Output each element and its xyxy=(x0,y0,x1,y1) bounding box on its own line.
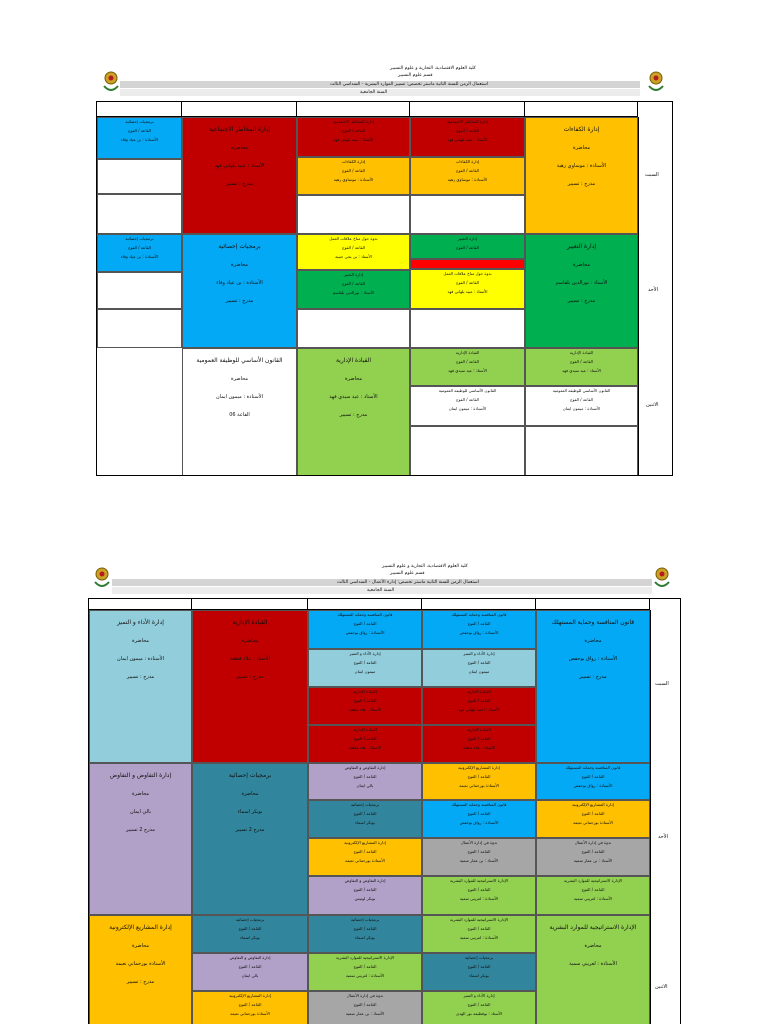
col-head xyxy=(536,599,650,610)
session-cell[interactable]: برمجيات إحصائية القاعة / الفوج الأستاذة : بن عياد وفاء xyxy=(97,234,182,272)
day-column xyxy=(650,610,681,1024)
session-cell[interactable]: ندوة في إدارة الأعمال القاعة / الفوج الأستاذ : بن عمار سمية xyxy=(536,838,650,876)
schedule-title: استعمال الزمن للسنة الثانية ماستر تخصص: تسيير الموارد البشرية - السداسي الثالث xyxy=(330,82,489,87)
col-head xyxy=(97,102,182,117)
session-cell[interactable]: برمجيات إحصائية القاعة / الفوج بوبكر اسماء xyxy=(308,800,422,838)
session-cell[interactable]: قانون المنافسة وحماية المستهلك القاعة / الفوج الأستاذة : رواق بوحفص xyxy=(536,763,650,800)
col-head xyxy=(89,599,192,610)
department-name: قسم علوم التسيير xyxy=(398,73,433,78)
session-cell[interactable]: إدارة الكفاءات القاعة / الفوج الأستاذة : موساوي زهية xyxy=(410,157,525,195)
session-cell[interactable]: قانون المنافسة وحماية المستهلك القاعة / الفوج الأستاذة : رواق بوحفص xyxy=(422,610,536,649)
faculty-name: كلية العلوم الاقتصادية، التجارية و علوم التسيير xyxy=(390,66,476,71)
university-emblem-right-icon xyxy=(646,68,666,94)
empty-cell xyxy=(525,426,638,476)
academic-year: السنة الجامعية xyxy=(360,90,388,95)
session-cell[interactable]: إدارة الكفاءات القاعة / الفوج الأستاذة : موساوي زهية xyxy=(297,157,410,195)
session-cell[interactable]: برمجيات إحصائية محاضرة بوبكر اسماء مدرج 2 تسيير xyxy=(192,763,308,915)
university-emblem-left-icon xyxy=(101,68,121,94)
session-cell[interactable]: إدارة التغيير محاضرة الأستاذ : نورالدين بلقاسم مدرج : تسيير xyxy=(525,234,638,348)
session-cell[interactable]: الإدارة الاستراتيجية للموارد البشرية القاعة / الفوج الأستاذة : لعريبي سمية xyxy=(308,953,422,991)
session-cell[interactable]: إدارة المشاريع الإلكترونية القاعة / الفوج الأستاذة بورحماني نعيمة xyxy=(308,838,422,876)
session-cell[interactable]: برمجيات إحصائية القاعة / الفوج بوبكر اسماء xyxy=(192,915,308,953)
session-cell[interactable]: إدارة الكفاءات محاضرة الأستاذة : موساوي زهية مدرج : تسيير xyxy=(525,117,638,234)
year-bar xyxy=(112,587,652,594)
department-name: قسم علوم التسيير xyxy=(390,571,425,576)
day-monday: الاثنين xyxy=(655,984,668,990)
empty-cell xyxy=(97,309,182,348)
session-cell[interactable]: القانون الأساسي للوظيفة العمومية القاعة / الفوج الأستاذة : ميمون ايمان xyxy=(410,386,525,426)
col-head xyxy=(525,102,638,117)
year-bar xyxy=(120,89,640,96)
empty-cell xyxy=(97,272,182,309)
session-cell[interactable]: إدارة التفاوض و التفاوض محاضرة بالي ايمان مدرج 2 تسيير xyxy=(89,763,192,915)
session-cell[interactable]: إدارة المشاريع الإلكترونية القاعة / الفوج الأستاذة بورحماني نعيمة xyxy=(536,800,650,838)
session-cell[interactable]: إدارة التغيير القاعة / الفوج xyxy=(410,234,525,259)
empty-cell xyxy=(97,194,182,234)
university-emblem-left-icon xyxy=(92,564,112,590)
academic-year: السنة الجامعية xyxy=(367,588,395,593)
title-bar xyxy=(112,579,652,586)
session-cell[interactable]: الإدارة الاستراتيجية للموارد البشرية القاعة / الفوج الأستاذة : لعريبي سمية xyxy=(422,915,536,953)
session-cell[interactable]: إدارة الأداء و التميز القاعة / الفوج ميمون ايمان xyxy=(422,649,536,687)
title-bar xyxy=(120,81,640,88)
session-cell[interactable]: إدارة المشاريع الإلكترونية محاضرة الأستاذة بورحماني نعيمة مدرج : تسيير xyxy=(89,915,192,1024)
session-cell[interactable]: قانون المنافسة وحماية المستهلك القاعة / الفوج الأستاذة : رواق بوحفص xyxy=(422,800,536,838)
col-head xyxy=(192,599,308,610)
day-sunday: الأحد xyxy=(658,834,668,840)
empty-cell xyxy=(410,426,525,476)
session-cell[interactable]: القيادة الإدارية محاضرة الأستاذ : عيد سيدي فهد مدرج : تسيير xyxy=(297,348,410,476)
session-cell[interactable]: إدارة التفاوض و التفاوض القاعة / الفوج بالي ايمان xyxy=(308,763,422,800)
session-cell[interactable]: القانون الأساسي للوظيفة العمومية القاعة / الفوج الأستاذة : ميمون ايمان xyxy=(525,386,638,426)
empty-cell xyxy=(410,195,525,234)
session-cell[interactable]: إدارة الأداء و التميز محاضرة الأستاذة : ميمون ايمان مدرج : تسيير xyxy=(89,610,192,763)
page2-timetable xyxy=(88,598,681,1024)
session-cell[interactable]: الإدارة الاستراتيجية للموارد البشرية القاعة / الفوج الأستاذة : لعريبي سمية xyxy=(422,876,536,915)
session-cell[interactable]: القيادة الإدارية القاعة / الفوج الأستاذ : علاء قطعة xyxy=(308,687,422,725)
empty-cell xyxy=(297,195,410,234)
session-cell[interactable]: القيادة الإدارية القاعة / الفوج الأستاذ : احمد بلهاني فهد xyxy=(422,687,536,725)
session-cell[interactable]: القيادة الإدارية القاعة / الفوج الأستاذ : عيد سيدي فهد xyxy=(525,348,638,386)
session-cell[interactable]: قانون المنافسة وحماية المستهلك القاعة / الفوج الأستاذة : رواق بوحفص xyxy=(308,610,422,649)
session-cell[interactable]: برمجيات إحصائية القاعة / الفوج بوبكر اسماء xyxy=(422,953,536,991)
session-cell[interactable]: القيادة الإدارية القاعة / الفوج الأستاذ : علاء قطعة xyxy=(308,725,422,763)
day-sunday: الأحد xyxy=(648,287,658,293)
marker-cell xyxy=(410,259,525,269)
session-cell[interactable]: الإدارة الاستراتيجية للموارد البشرية محاضرة الأستاذة : لعريبي سمية xyxy=(536,915,650,1024)
session-cell[interactable]: برمجيات إحصائية القاعة / الفوج بوبكر اسماء xyxy=(308,915,422,953)
page2-header xyxy=(0,560,768,602)
session-cell[interactable]: ندوة حول مناخ علاقات العمل القاعة / الفوج الأستاذ : بن يحي حبيبة xyxy=(297,234,410,270)
day-column xyxy=(638,117,673,476)
session-cell[interactable]: إدارة التفاوض و التفاوض القاعة / الفوج بالي ايمان xyxy=(192,953,308,991)
session-cell[interactable]: إدارة المشاريع الإلكترونية القاعة / الفوج الأستاذة بورحماني نعيمة xyxy=(422,763,536,800)
col-head xyxy=(297,102,410,117)
day-saturday: السبت xyxy=(645,172,659,178)
empty-cell xyxy=(97,159,182,194)
session-cell[interactable]: إدارة الأداء و التميز القاعة / الفوج الأستاذ : بوفطيمة نور الهدى xyxy=(422,991,536,1024)
session-cell[interactable]: القيادة الإدارية القاعة / الفوج الأستاذ : علاء قطعة xyxy=(422,725,536,763)
page1-timetable xyxy=(96,101,673,476)
university-emblem-right-icon xyxy=(652,564,672,590)
session-cell[interactable]: الإدارة الاستراتيجية للموارد البشرية القاعة / الفوج الأستاذة : لعريبي سمية xyxy=(536,876,650,915)
day-monday: الاثنين xyxy=(646,402,659,408)
session-cell[interactable]: برمجيات إحصائية محاضرة الأستاذة : بن عياد وفاء مدرج : تسيير xyxy=(182,234,297,348)
session-cell[interactable]: إدارة الأداء و التميز القاعة / الفوج ميمون ايمان xyxy=(308,649,422,687)
session-cell[interactable]: إدارة المخاطر الاجتماعية القاعة / الفوج الأستاذ : عبيد بلهاني فهد xyxy=(297,117,410,157)
session-cell[interactable]: إدارة المخاطر الاجتماعية القاعة / الفوج الأستاذ : عبيد بلهاني فهد xyxy=(410,117,525,157)
session-cell[interactable]: قانون المنافسة وحماية المستهلك محاضرة الأستاذة : رواق بوحفص مدرج : تسيير xyxy=(536,610,650,763)
faculty-name: كلية العلوم الاقتصادية، التجارية و علوم التسيير xyxy=(382,564,468,569)
session-cell[interactable]: إدارة التغيير القاعة / الفوج الأستاذ : نورالدين بلقاسم xyxy=(297,270,410,309)
col-head xyxy=(422,599,536,610)
empty-cell xyxy=(410,309,525,348)
col-head xyxy=(308,599,422,610)
schedule-title: استعمال الزمن للسنة الثانية ماستر تخصص: إدارة الأعمال - السداسي الثالث xyxy=(337,580,479,585)
session-cell[interactable]: إدارة المخاطر الاجتماعية محاضرة الأستاذ : عبيد بلهاني فهد مدرج : تسيير xyxy=(182,117,297,234)
session-cell[interactable]: إدارة التفاوض و التفاوض القاعة / الفوج بوبكر لونيس xyxy=(308,876,422,915)
session-cell[interactable]: ندوة حول مناخ علاقات العمل القاعة / الفوج الأستاذ : عبيد بلهاني فهد xyxy=(410,269,525,309)
session-cell[interactable]: ندوة في إدارة الأعمال القاعة / الفوج الأستاذ : بن عمار سمية xyxy=(422,838,536,876)
session-cell[interactable]: القيادة الإدارية القاعة / الفوج الأستاذ : عيد سيدي فهد xyxy=(410,348,525,386)
page1-header xyxy=(0,62,768,104)
col-head xyxy=(410,102,525,117)
col-head xyxy=(182,102,297,117)
day-saturday: السبت xyxy=(655,681,669,687)
session-cell[interactable]: برمجيات إحصائية القاعة / الفوج الأستاذة : بن عياد وفاء xyxy=(97,117,182,159)
session-cell[interactable]: القانون الأساسي للوظيفة العمومية محاضرة الأستاذة : ميمون ايمان القاعة 06 xyxy=(182,348,297,476)
session-cell[interactable]: القيادة الإدارية محاضرة الأستاذ : علاء قطعة مدرج : تسيير xyxy=(192,610,308,763)
empty-cell xyxy=(297,309,410,348)
session-cell[interactable]: إدارة المشاريع الإلكترونية القاعة / الفوج الأستاذة بورحماني نعيمة xyxy=(192,991,308,1024)
session-cell[interactable]: ندوة في إدارة الأعمال القاعة / الفوج الأستاذ : بن عمار سمية xyxy=(308,991,422,1024)
